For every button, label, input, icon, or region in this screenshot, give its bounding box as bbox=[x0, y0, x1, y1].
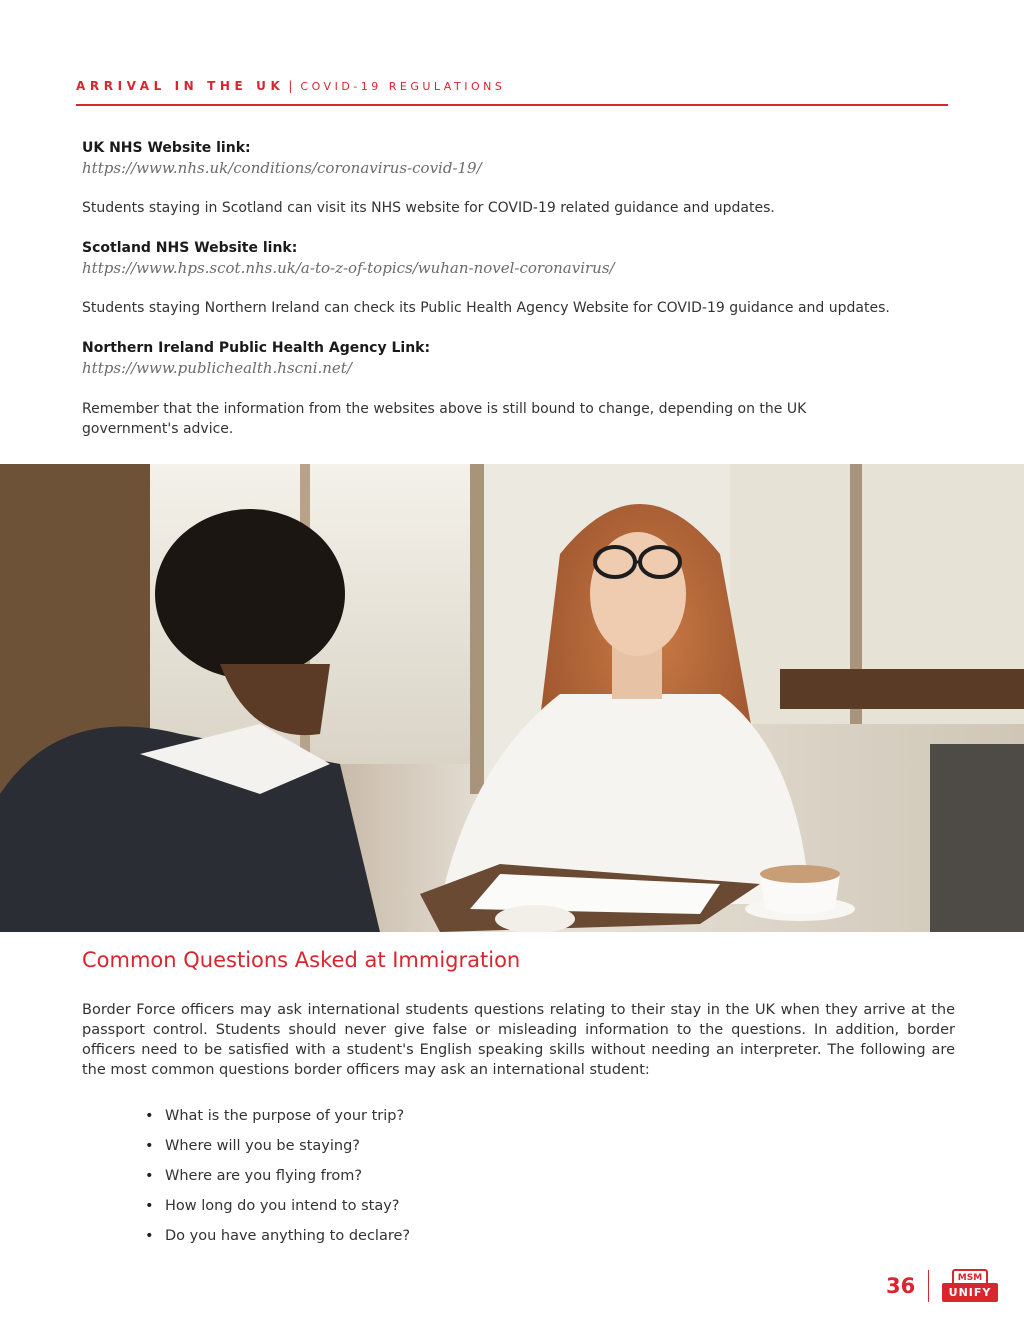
list-item: • How long do you intend to stay? bbox=[145, 1194, 410, 1224]
reminder-note: Remember that the information from the websites above is still bound to change, depending on the UK government's advice. bbox=[82, 401, 807, 437]
header-subsection: COVID-19 REGULATIONS bbox=[300, 80, 506, 93]
header-separator: | bbox=[288, 79, 293, 93]
list-item: • Where will you be staying? bbox=[145, 1134, 410, 1164]
questions-list bbox=[145, 1104, 410, 1254]
footer-divider bbox=[928, 1270, 929, 1302]
bullet-icon: • bbox=[145, 1168, 154, 1184]
scotland-nhs-link[interactable]: https://www.hps.scot.nhs.uk/a-to-z-of-topics/wuhan-novel-coronavirus/ bbox=[82, 259, 615, 277]
bullet-icon: • bbox=[145, 1228, 154, 1244]
page-number: 36 bbox=[886, 1274, 916, 1298]
header-section: ARRIVAL IN THE UK bbox=[76, 79, 285, 93]
scotland-note: Students staying in Scotland can visit its NHS website for COVID-19 related guidance and updates. bbox=[82, 200, 775, 216]
uk-nhs-label: UK NHS Website link: bbox=[82, 140, 251, 156]
bullet-icon: • bbox=[145, 1108, 154, 1124]
interview-photo bbox=[0, 464, 1024, 932]
ni-pha-link[interactable]: https://www.publichealth.hscni.net/ bbox=[82, 359, 352, 377]
header-rule bbox=[76, 104, 948, 106]
scotland-nhs-label: Scotland NHS Website link: bbox=[82, 240, 298, 256]
logo-bottom-text: UNIFY bbox=[942, 1283, 998, 1302]
section-title: Common Questions Asked at Immigration bbox=[82, 948, 521, 972]
ni-pha-block bbox=[82, 339, 962, 379]
logo-top-text: MSM bbox=[952, 1269, 988, 1283]
section-body: Border Force officers may ask international students questions relating to their stay in the UK when they arrive at the passport control. Students should never give false or misleading information to the questions. In addition, border officers need to be satisfied with a student's English speaking skills without needing an interpreter. The following are the most common questions border officers may ask an international student: bbox=[82, 1002, 955, 1078]
list-item: • What is the purpose of your trip? bbox=[145, 1104, 410, 1134]
bullet-icon: • bbox=[145, 1198, 154, 1214]
bullet-icon: • bbox=[145, 1138, 154, 1154]
list-item: • Where are you flying from? bbox=[145, 1164, 410, 1194]
running-header bbox=[76, 78, 505, 95]
ni-pha-label: Northern Ireland Public Health Agency Link: bbox=[82, 340, 431, 356]
uk-nhs-block bbox=[82, 139, 962, 179]
msm-unify-logo bbox=[942, 1269, 998, 1303]
interview-photo-illustration bbox=[0, 464, 1024, 932]
scotland-nhs-block bbox=[82, 239, 962, 279]
uk-nhs-link[interactable]: https://www.nhs.uk/conditions/coronavirus-covid-19/ bbox=[82, 159, 482, 177]
northern-ireland-note: Students staying Northern Ireland can check its Public Health Agency Website for COVID-19 guidance and updates. bbox=[82, 300, 890, 316]
list-item: • Do you have anything to declare? bbox=[145, 1224, 410, 1254]
